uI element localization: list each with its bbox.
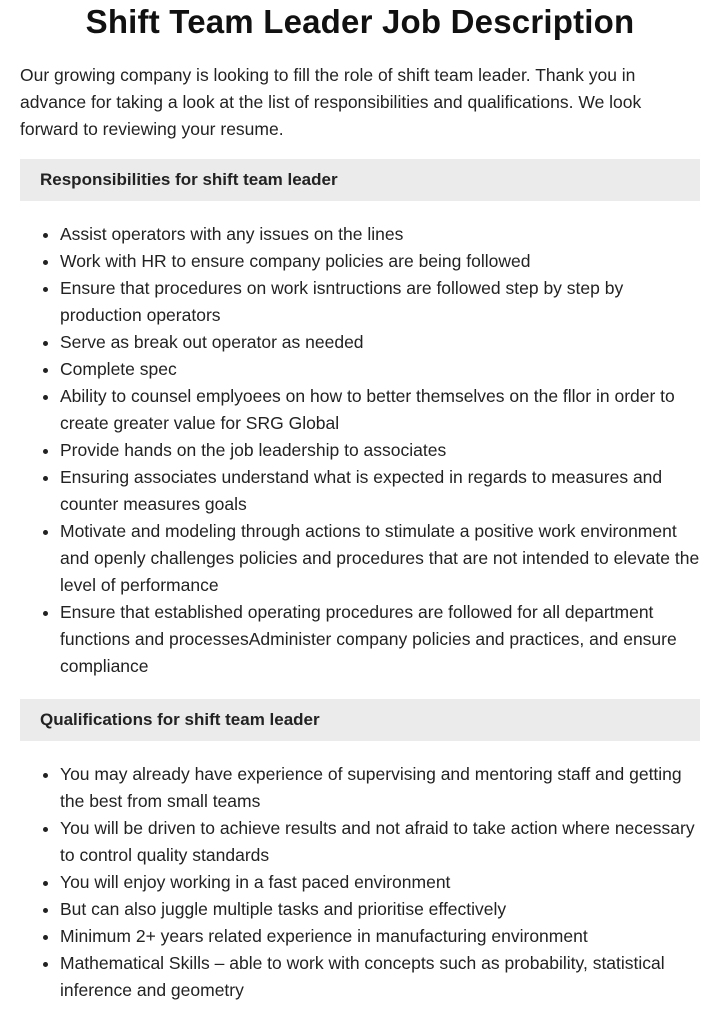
responsibilities-heading: Responsibilities for shift team leader	[20, 159, 700, 201]
list-item: • Complete spec	[60, 356, 700, 383]
list-item: • Provide hands on the job leadership to associates	[60, 437, 700, 464]
list-item: • Ability to counsel emplyoees on how to better themselves on the fllor in order to create greater value for SRG Global	[60, 383, 700, 437]
qualifications-heading: Qualifications for shift team leader	[20, 699, 700, 741]
list-item: • You will be driven to achieve results and not afraid to take action where necessary to control quality standards	[60, 815, 700, 869]
list-item: • But can also juggle multiple tasks and prioritise effectively	[60, 896, 700, 923]
list-item: • Ensure that procedures on work isntructions are followed step by step by production operators	[60, 275, 700, 329]
list-item: • Work with HR to ensure company policies are being followed	[60, 248, 700, 275]
list-item: • Motivate and modeling through actions to stimulate a positive work environment and openly challenges policies and procedures that are not intended to elevate the level of performance	[60, 518, 700, 599]
list-item: • You may already have experience of supervising and mentoring staff and getting the best from small teams	[60, 761, 700, 815]
list-item: • Mathematical Skills – able to work with concepts such as probability, statistical inference and geometry	[60, 950, 700, 1004]
list-item: • Minimum 2+ years related experience in manufacturing environment	[60, 923, 700, 950]
list-item: • Ensure that established operating procedures are followed for all department functions and processesAdminister company policies and practices, and ensure compliance	[60, 599, 700, 680]
list-item: • Assist operators with any issues on the lines	[60, 221, 700, 248]
list-item: • You will enjoy working in a fast paced environment	[60, 869, 700, 896]
qualifications-list	[20, 761, 700, 1004]
responsibilities-list	[20, 221, 700, 680]
list-item: • Serve as break out operator as needed	[60, 329, 700, 356]
list-item: • Ensuring associates understand what is expected in regards to measures and counter measures goals	[60, 464, 700, 518]
page-title: Shift Team Leader Job Description	[85, 3, 635, 40]
intro-paragraph: Our growing company is looking to fill the role of shift team leader. Thank you in advance for taking a look at the list of responsibilities and qualifications. We look forward to reviewing your resume.	[20, 65, 642, 139]
